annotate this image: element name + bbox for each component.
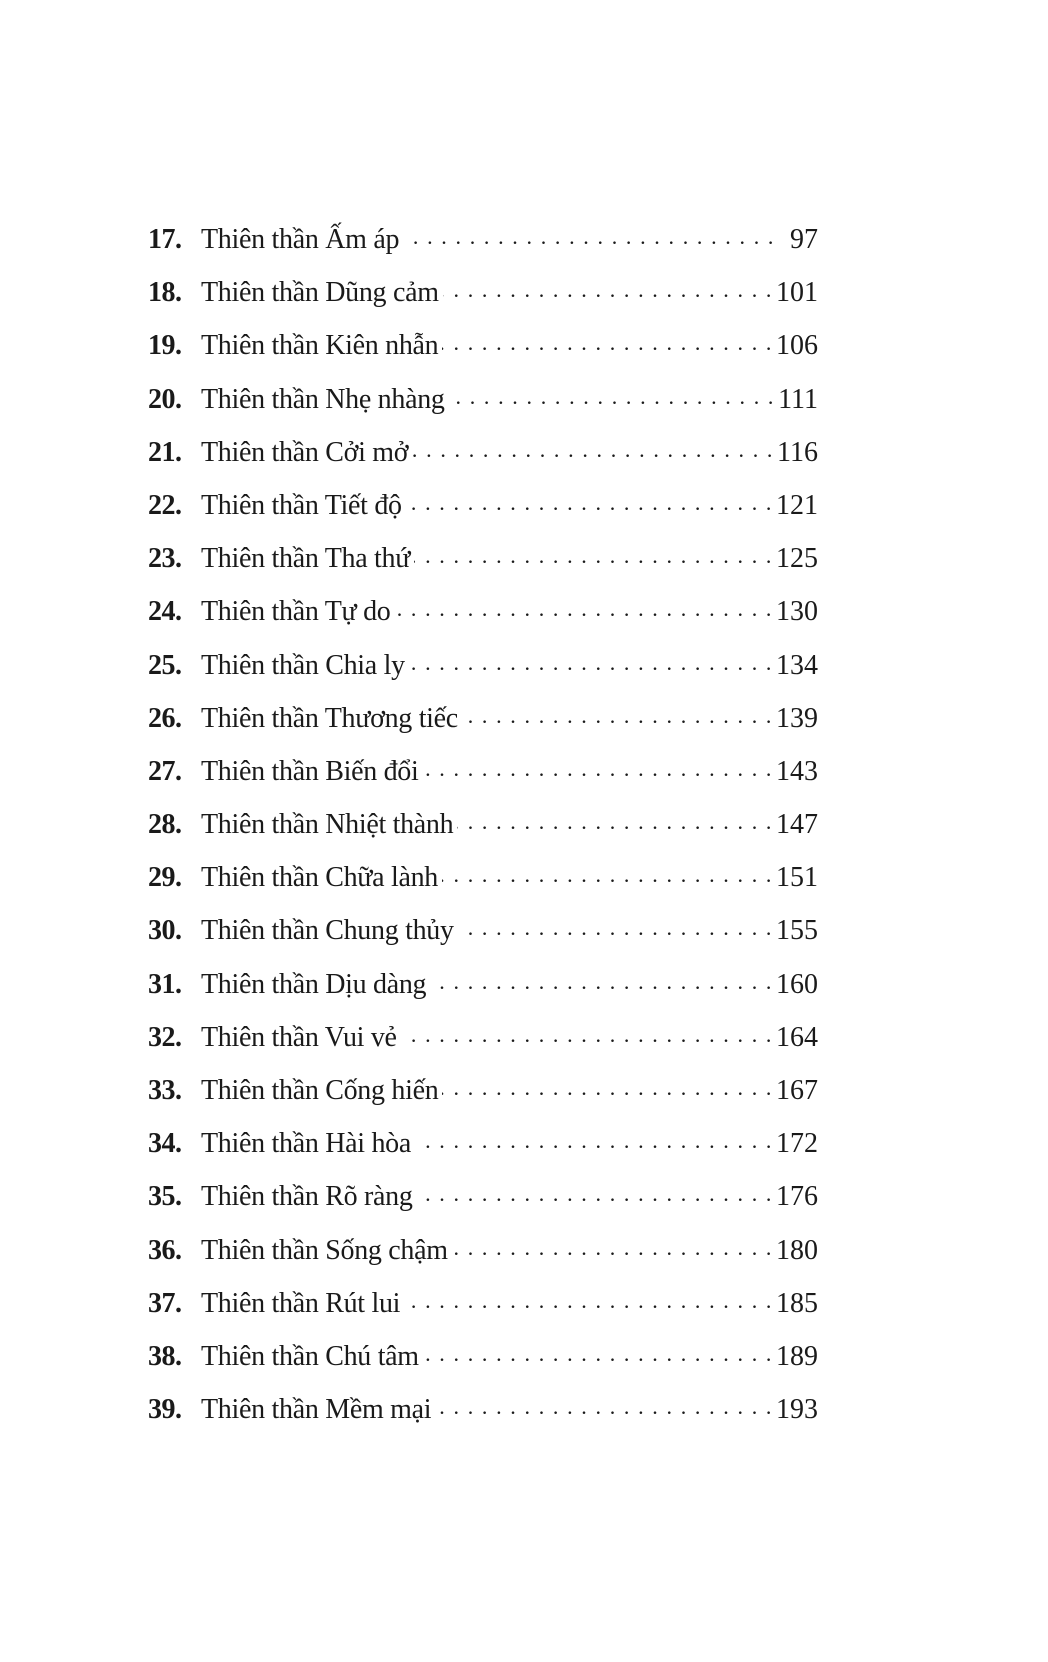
toc-entry-title: Thiên thần Rõ ràng bbox=[201, 1181, 413, 1213]
toc-entry-page: 193 bbox=[776, 1394, 818, 1426]
dot-leader bbox=[442, 858, 773, 886]
toc-entry-number: 30. bbox=[148, 915, 182, 947]
toc-entry[interactable] bbox=[148, 1277, 818, 1330]
toc-entry-number: 21. bbox=[148, 436, 182, 468]
toc-entry-title: Thiên thần Kiên nhẫn bbox=[201, 330, 439, 362]
toc-entry-title: Thiên thần Sống chậm bbox=[201, 1234, 448, 1266]
toc-entry-page: 185 bbox=[776, 1287, 818, 1319]
dot-leader bbox=[462, 699, 773, 727]
toc-entry-page: 180 bbox=[776, 1234, 818, 1266]
toc-entry-title: Thiên thần Tha thứ bbox=[201, 543, 411, 575]
toc-entry[interactable] bbox=[148, 213, 818, 266]
toc-entry-title: Thiên thần Ấm áp bbox=[201, 224, 400, 255]
toc-entry-title: Thiên thần Biến đổi bbox=[201, 755, 419, 787]
toc-entry-number: 36. bbox=[148, 1234, 182, 1266]
dot-leader bbox=[406, 486, 773, 514]
toc-entry-page: 189 bbox=[776, 1340, 818, 1372]
toc-entry[interactable] bbox=[148, 319, 818, 372]
dot-leader bbox=[403, 220, 775, 248]
toc-entry-number: 38. bbox=[148, 1340, 182, 1372]
toc-entry[interactable] bbox=[148, 958, 818, 1011]
toc-entry[interactable] bbox=[148, 1224, 818, 1277]
toc-entry-page: 111 bbox=[778, 383, 818, 415]
toc-entry-title: Thiên thần Cống hiến bbox=[201, 1075, 439, 1106]
toc-entry[interactable] bbox=[148, 1170, 818, 1223]
toc-entry[interactable] bbox=[148, 426, 818, 479]
toc-entry[interactable] bbox=[148, 532, 818, 585]
toc-entry-title: Thiên thần Nhiệt thành bbox=[201, 809, 454, 841]
toc-entry-page: 125 bbox=[776, 543, 818, 575]
toc-entry[interactable] bbox=[148, 1383, 818, 1436]
toc-entry-number: 20. bbox=[148, 383, 182, 415]
toc-entry-title: Thiên thần Tiết độ bbox=[201, 489, 402, 521]
toc-entry-number: 19. bbox=[148, 330, 182, 362]
toc-entry-number: 24. bbox=[148, 596, 182, 628]
dot-leader bbox=[414, 539, 773, 567]
dot-leader bbox=[404, 1284, 773, 1312]
toc-entry-page: 167 bbox=[776, 1075, 818, 1106]
toc-entry-title: Thiên thần Vui vẻ bbox=[201, 1021, 397, 1053]
toc-entry-number: 35. bbox=[148, 1181, 182, 1213]
toc-entry-page: 160 bbox=[776, 968, 818, 1000]
dot-leader bbox=[442, 326, 773, 354]
toc-entry[interactable] bbox=[148, 1117, 818, 1170]
toc-entry-number: 39. bbox=[148, 1394, 182, 1426]
toc-entry-number: 33. bbox=[148, 1075, 182, 1106]
dot-leader bbox=[449, 380, 775, 408]
toc-entry-number: 29. bbox=[148, 862, 182, 894]
toc-entry-title: Thiên thần Nhẹ nhàng bbox=[201, 383, 445, 415]
toc-entry[interactable] bbox=[148, 1330, 818, 1383]
toc-entry-page: 97 bbox=[790, 224, 818, 255]
toc-entry-title: Thiên thần Dũng cảm bbox=[201, 277, 439, 309]
toc-entry-page: 121 bbox=[776, 489, 818, 521]
dot-leader bbox=[443, 273, 773, 301]
toc-entry-page: 130 bbox=[776, 596, 818, 628]
dot-leader bbox=[412, 433, 774, 461]
toc-entry-title: Thiên thần Hài hòa bbox=[201, 1128, 411, 1160]
toc-entry-number: 32. bbox=[148, 1021, 182, 1053]
toc-entry-title: Thiên thần Mềm mại bbox=[201, 1394, 432, 1426]
dot-leader bbox=[442, 1071, 773, 1099]
toc-entry-page: 176 bbox=[776, 1181, 818, 1213]
toc-entry[interactable] bbox=[148, 639, 818, 692]
toc-entry-page: 151 bbox=[776, 862, 818, 894]
toc-entry-title: Thiên thần Thương tiếc bbox=[201, 702, 458, 734]
toc-entry[interactable] bbox=[148, 585, 818, 638]
toc-entry[interactable] bbox=[148, 479, 818, 532]
dot-leader bbox=[409, 646, 773, 674]
toc-entry-page: 172 bbox=[776, 1128, 818, 1160]
toc-entry-title: Thiên thần Rút lui bbox=[201, 1287, 401, 1319]
toc-entry-number: 23. bbox=[148, 543, 182, 575]
toc-entry-title: Thiên thần Chung thủy bbox=[201, 915, 454, 947]
toc-entry-number: 28. bbox=[148, 809, 182, 841]
table-of-contents bbox=[148, 213, 818, 1436]
toc-entry[interactable] bbox=[148, 745, 818, 798]
dot-leader bbox=[422, 752, 773, 780]
toc-entry-number: 34. bbox=[148, 1128, 182, 1160]
dot-leader bbox=[430, 965, 773, 993]
toc-entry-title: Thiên thần Cởi mở bbox=[201, 436, 409, 468]
toc-entry-number: 18. bbox=[148, 277, 182, 309]
toc-entry-title: Thiên thần Dịu dàng bbox=[201, 968, 427, 1000]
toc-entry-title: Thiên thần Chữa lành bbox=[201, 862, 439, 894]
toc-entry[interactable] bbox=[148, 1011, 818, 1064]
toc-entry[interactable] bbox=[148, 1064, 818, 1117]
toc-entry[interactable] bbox=[148, 904, 818, 957]
toc-entry-title: Thiên thần Chú tâm bbox=[201, 1340, 419, 1372]
toc-entry-number: 22. bbox=[148, 489, 182, 521]
toc-entry[interactable] bbox=[148, 851, 818, 904]
dot-leader bbox=[457, 805, 773, 833]
toc-entry-page: 155 bbox=[776, 915, 818, 947]
dot-leader bbox=[417, 1177, 773, 1205]
toc-entry[interactable] bbox=[148, 692, 818, 745]
toc-entry[interactable] bbox=[148, 373, 818, 426]
toc-entry-number: 31. bbox=[148, 968, 182, 1000]
dot-leader bbox=[452, 1231, 773, 1259]
toc-entry-title: Thiên thần Chia ly bbox=[201, 649, 405, 681]
dot-leader bbox=[458, 911, 773, 939]
toc-entry-page: 101 bbox=[776, 277, 818, 309]
dot-leader bbox=[435, 1390, 773, 1418]
toc-entry-number: 25. bbox=[148, 649, 182, 681]
toc-entry-number: 26. bbox=[148, 702, 182, 734]
toc-entry[interactable] bbox=[148, 266, 818, 319]
toc-entry-page: 139 bbox=[776, 702, 818, 734]
dot-leader bbox=[415, 1124, 773, 1152]
toc-entry-page: 143 bbox=[776, 755, 818, 787]
toc-entry-number: 17. bbox=[148, 224, 182, 255]
dot-leader bbox=[401, 1018, 773, 1046]
toc-entry-number: 27. bbox=[148, 755, 182, 787]
toc-entry-page: 116 bbox=[777, 436, 818, 468]
toc-entry-title: Thiên thần Tự do bbox=[201, 596, 391, 628]
dot-leader bbox=[395, 592, 774, 620]
toc-entry-number: 37. bbox=[148, 1287, 182, 1319]
toc-entry[interactable] bbox=[148, 798, 818, 851]
toc-entry-page: 164 bbox=[776, 1021, 818, 1053]
toc-entry-page: 106 bbox=[776, 330, 818, 362]
toc-entry-page: 147 bbox=[776, 809, 818, 841]
toc-entry-page: 134 bbox=[776, 649, 818, 681]
dot-leader bbox=[423, 1337, 773, 1365]
